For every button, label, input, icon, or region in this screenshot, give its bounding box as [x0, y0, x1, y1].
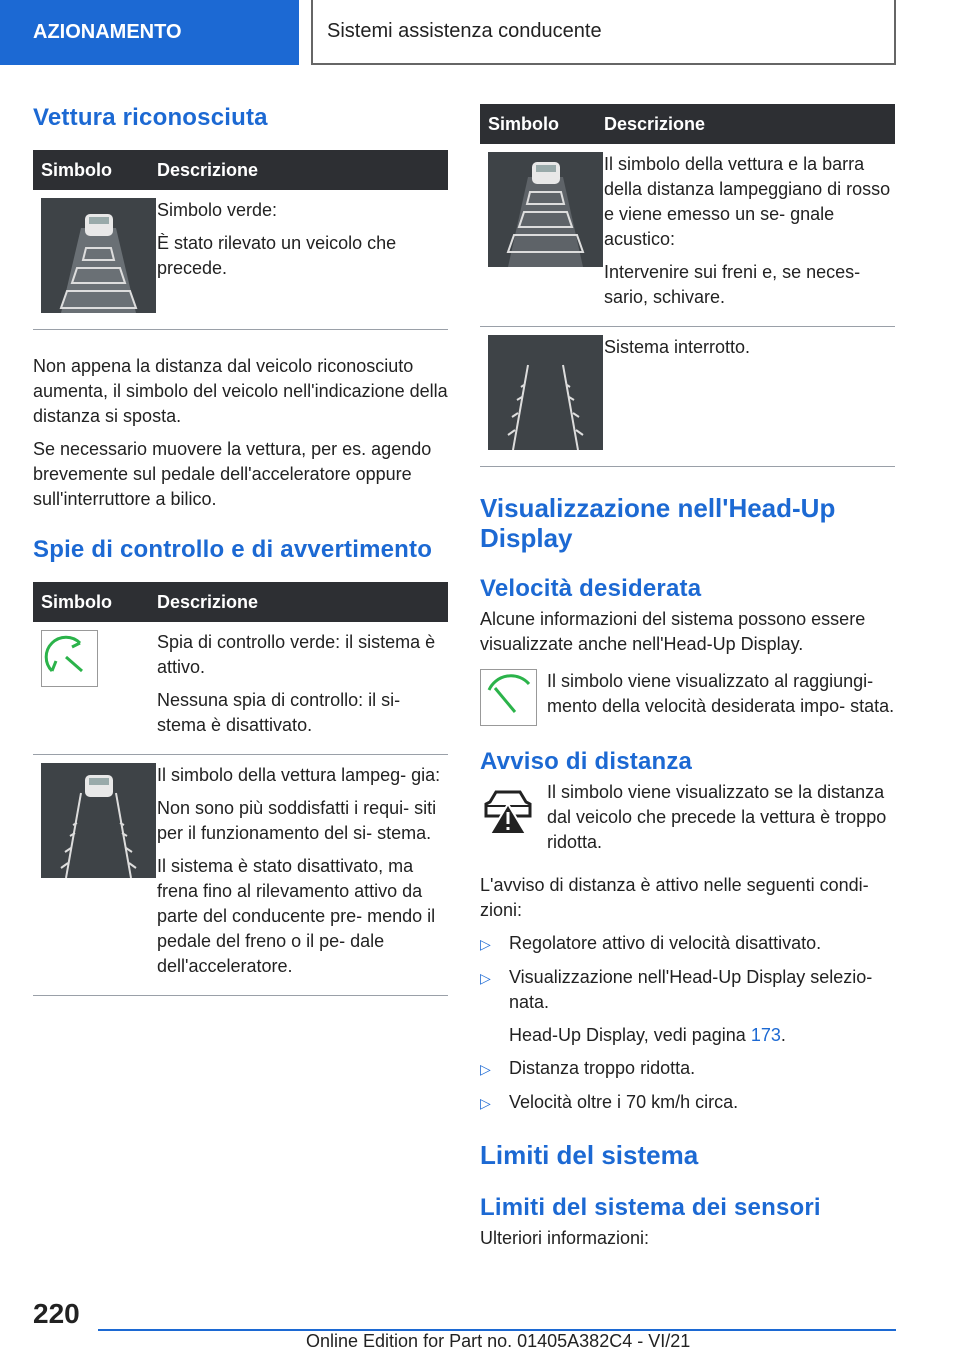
triangle-bullet-icon: ▷ [480, 1095, 491, 1111]
distance-warning-icon [480, 780, 537, 837]
distance-icon-text: Il simbolo viene visualizzato se la distanza dal veicolo che precede la vettura è troppo ridotta. [547, 782, 887, 852]
heading-system-limits: Limiti del sistema [480, 1140, 699, 1170]
row-line: Simbolo verde: [157, 200, 278, 220]
vehicle-detected-icon [41, 198, 156, 313]
desired-speed-icon [480, 669, 537, 726]
heading-distance-warning: Avviso di distanza [480, 748, 693, 775]
list-item: ▷ Visualizzazione nell'Head-Up Display selezio- nata. Head-Up Display, vedi pagina 173. [480, 965, 895, 1048]
heading-hud: Visualizzazione nell'Head-Up Display [480, 493, 836, 553]
table-header [33, 150, 448, 190]
system-interrupted-icon [488, 335, 603, 450]
triangle-bullet-icon: ▷ [480, 936, 491, 952]
chapter-title: Sistemi assistenza conducente [311, 0, 896, 65]
distance-icon-block [480, 780, 895, 855]
row-line: Non sono più soddisfatti i requi- siti per il funzionamento del si- stema. [157, 798, 437, 843]
list-item: ▷ Regolatore attivo di velocità disattivato. [480, 931, 895, 957]
col-symbol: Simbolo [488, 113, 559, 134]
table-row [33, 622, 448, 755]
vehicle-red-warning-icon [488, 152, 603, 267]
row-line: Intervenire sui freni e, se neces- sario, schivare. [604, 262, 861, 307]
speed-icon-text: Il simbolo viene visualizzato al raggiungi- mento della velocità desiderata impo- stata. [547, 671, 895, 716]
table-header [480, 104, 895, 144]
paragraph: L'avviso di distanza è attivo nelle seguenti condi- zioni: [480, 875, 869, 920]
paragraph: Ulteriori informazioni: [480, 1228, 650, 1248]
vehicle-blinking-icon [41, 763, 156, 878]
heading-desired-speed: Velocità desiderata [480, 575, 702, 602]
list-item: ▷ Velocità oltre i 70 km/h circa. [480, 1090, 895, 1116]
table-header [33, 582, 448, 622]
table-row [33, 755, 448, 996]
row-line: Il sistema è stato disattivato, ma frena fino al rilevamento attivo da parte del conducente pre- mendo il pedale del freno o il pe- dale dell'acceleratore. [157, 856, 436, 976]
green-speedometer-icon [41, 630, 98, 687]
list-item: ▷ Distanza troppo ridotta. [480, 1056, 895, 1082]
heading-vehicle-recognized: Vettura riconosciuta [33, 104, 268, 131]
table-recognized [33, 150, 448, 330]
col-description: Descrizione [604, 113, 706, 134]
table-lights [33, 582, 448, 996]
table-warnings [480, 104, 895, 467]
heading-sensor-limits: Limiti del sistema dei sensori [480, 1194, 821, 1221]
speed-icon-block [480, 669, 895, 726]
col-description: Descrizione [157, 591, 259, 612]
col-symbol: Simbolo [41, 591, 112, 612]
right-column [480, 104, 895, 1251]
table-row [33, 190, 448, 330]
page-link[interactable]: 173 [750, 1025, 781, 1045]
triangle-bullet-icon: ▷ [480, 1061, 491, 1077]
edition-text: Online Edition for Part no. 01405A382C4 - VI/21 [306, 1331, 691, 1351]
section-tab: AZIONAMENTO [0, 0, 299, 65]
row-line: Nessuna spia di controllo: il si- stema è disattivato. [157, 690, 401, 735]
page-reference: Head-Up Display, vedi pagina 173. [509, 1025, 786, 1045]
col-description: Descrizione [157, 159, 259, 180]
page-number: 220 [33, 1298, 80, 1329]
table-row [480, 144, 895, 327]
row-line: Il simbolo della vettura e la barra della distanza lampeggiano di rosso e viene emesso un se- gnale acustico: [604, 154, 891, 249]
paragraph: Se necessario muovere la vettura, per es. agendo brevemente sul pedale dell'acceleratore oppure sull'interruttore a bilico. [33, 439, 432, 509]
row-line: Spia di controllo verde: il sistema è attivo. [157, 632, 436, 677]
triangle-bullet-icon: ▷ [480, 970, 491, 986]
row-line: Il simbolo della vettura lampeg- gia: [157, 765, 441, 785]
paragraph: Non appena la distanza dal veicolo riconosciuto aumenta, il simbolo del veicolo nell'indicazione della distanza si sposta. [33, 356, 448, 426]
col-symbol: Simbolo [41, 159, 112, 180]
conditions-list [480, 931, 895, 1116]
table-row [480, 327, 895, 467]
row-line: È stato rilevato un veicolo che precede. [157, 233, 397, 278]
row-line: Sistema interrotto. [604, 337, 751, 357]
left-column [33, 104, 448, 996]
heading-control-lights: Spie di controllo e di avvertimento [33, 536, 433, 563]
paragraph: Alcune informazioni del sistema possono essere visualizzate anche nell'Head-Up Display. [480, 609, 866, 654]
